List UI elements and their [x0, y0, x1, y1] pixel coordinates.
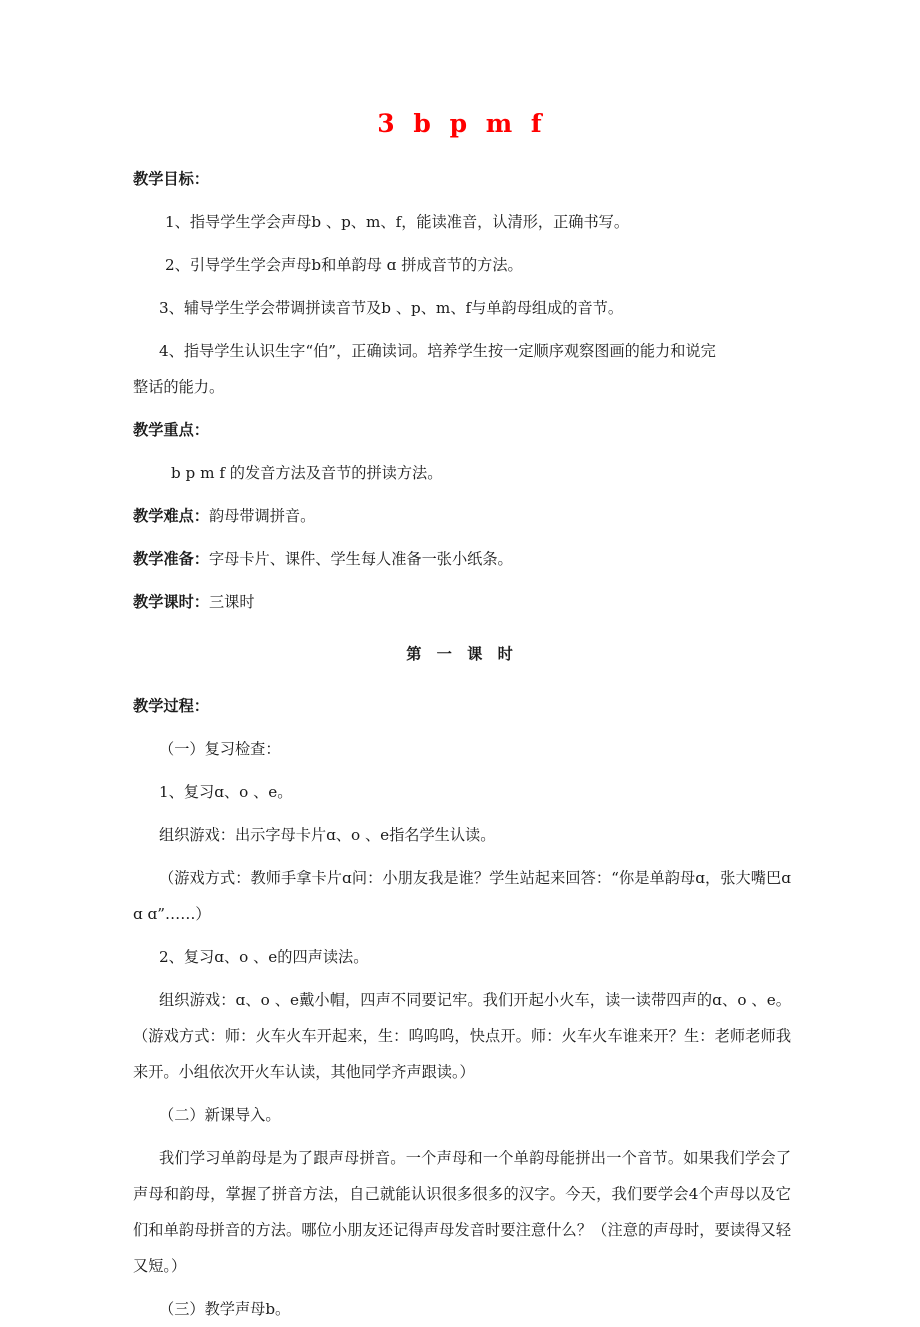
teaching-difficulty-label: 教学难点：	[133, 506, 209, 525]
objective-item-3: 3、辅导学生学会带调拼读音节及b 、p、m、f与单韵母组成的音节。	[159, 298, 624, 317]
spacer	[133, 326, 791, 333]
teach-consonant-b-heading: （三）教学声母b。	[159, 1299, 291, 1318]
spacer	[133, 197, 791, 204]
spacer	[133, 240, 791, 247]
objective-item-4-line-2: 整话的能力。	[133, 377, 225, 396]
spacer	[133, 853, 791, 860]
spacer	[133, 1133, 791, 1140]
teaching-difficulty-line	[133, 498, 791, 534]
teaching-preparation-body: 字母卡片、课件、学生每人准备一张小纸条。	[208, 549, 513, 568]
spacer	[133, 975, 791, 982]
teaching-focus-body: b p m f 的发音方法及音节的拼读方法。	[171, 463, 443, 482]
spacer	[133, 724, 791, 731]
spacer	[133, 283, 791, 290]
spacer	[133, 491, 791, 498]
document-content	[133, 108, 791, 1327]
lesson-one-title: 第 一 课 时	[406, 644, 518, 663]
objective-item-2: 2、引导学生学会声母b和单韵母 ɑ 拼成音节的方法。	[165, 255, 523, 274]
spacer	[133, 534, 791, 541]
heading-teaching-objectives: 教学目标：	[133, 169, 209, 188]
spacer	[133, 672, 791, 688]
new-lesson-intro-body: 我们学习单韵母是为了跟声母拼音。一个声母和一个单韵母能拼出一个音节。如果我们学会了声母和韵母，掌握了拼音方法，自己就能认识很多很多的汉字。今天，我们要学会4个声母以及它们和单韵母拼音的方法。哪位小朋友还记得声母发音时要注意什么？（注意的声母时，要读得又轻又短。）	[133, 1148, 791, 1275]
heading-teaching-process: 教学过程：	[133, 696, 209, 715]
spacer	[133, 810, 791, 817]
review-heading: （一）复习检查：	[159, 739, 281, 758]
spacer	[133, 620, 791, 636]
spacer	[133, 932, 791, 939]
spacer	[133, 1284, 791, 1291]
teaching-periods-line	[133, 584, 791, 620]
spacer	[133, 767, 791, 774]
spacer	[133, 1090, 791, 1097]
teaching-periods-body: 三课时	[208, 592, 255, 611]
review-game-2: 组织游戏：ɑ、o 、e戴小帽，四声不同要记牢。我们开起小火车，读一读带四声的ɑ、o 、e。（游戏方式：师：火车火车开起来，生：呜呜呜，快点开。师：火车火车谁来开？生：老师老师我来开。小组依次开火车认读，其他同学齐声跟读。）	[133, 990, 791, 1081]
spacer	[133, 448, 791, 455]
heading-teaching-focus: 教学重点：	[133, 420, 209, 439]
new-lesson-intro-heading: （二）新课导入。	[159, 1105, 281, 1124]
teaching-difficulty-body: 韵母带调拼音。	[208, 506, 316, 525]
review-item-2: 2、复习ɑ、o 、e的四声读法。	[159, 947, 369, 966]
spacer	[133, 405, 791, 412]
page-title: 3 b p m f	[377, 109, 547, 138]
teaching-preparation-label: 教学准备：	[133, 549, 209, 568]
objective-item-1: 1、指导学生学会声母b 、p、m、f，能读准音，认清形，正确书写。	[165, 212, 630, 231]
objective-item-4-line-1: 4、指导学生认识生字“伯”，正确读词。培养学生按一定顺序观察图画的能力和说完	[159, 341, 716, 360]
teaching-periods-label: 教学课时：	[133, 592, 209, 611]
review-game-1: 组织游戏：出示字母卡片ɑ、o 、e指名学生认读。	[159, 825, 496, 844]
review-game-1-detail: （游戏方式：教师手拿卡片ɑ问：小朋友我是谁？学生站起来回答：“你是单韵母ɑ，张大嘴巴ɑ ɑ ɑ”……）	[133, 868, 791, 923]
spacer	[133, 577, 791, 584]
teaching-preparation-line	[133, 541, 791, 577]
review-item-1: 1、复习ɑ、o 、e。	[159, 782, 293, 801]
